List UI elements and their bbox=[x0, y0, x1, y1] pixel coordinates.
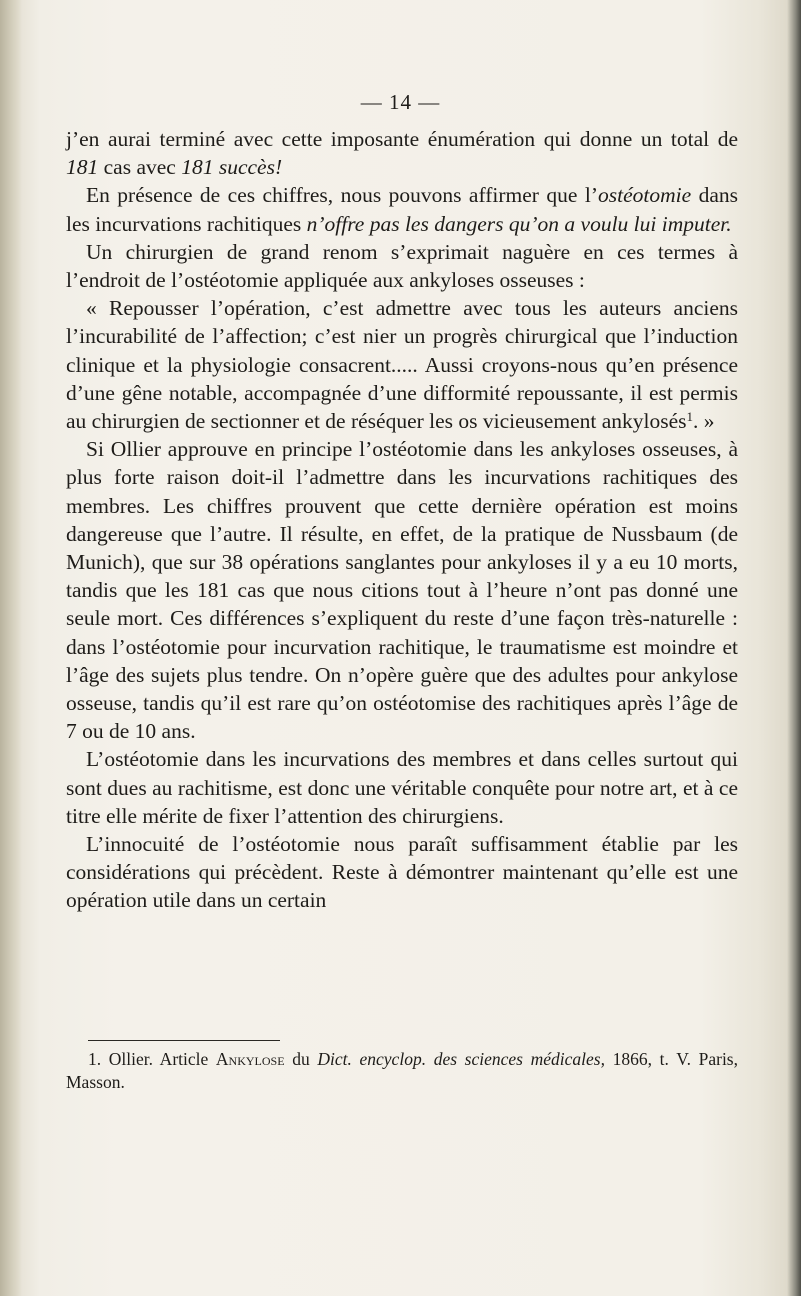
paragraph bbox=[66, 181, 738, 237]
italic-text: 181 bbox=[66, 155, 99, 180]
page-left-edge-shadow bbox=[0, 0, 22, 1296]
footnote-separator bbox=[88, 1040, 280, 1041]
italic-text: ostéotomie bbox=[597, 183, 692, 208]
text-segment: cas avec bbox=[98, 155, 182, 180]
footnote-segment: Dict. encyclop. des sciences médicales, bbox=[317, 1049, 605, 1069]
text-segment: Un chirurgien de grand renom s’exprimait naguère en ces termes à l’endroit de l’ostéotomie appliquée aux ankyloses osseuses : bbox=[66, 239, 738, 293]
text-segment: j’en aurai terminé avec cette imposante énumération qui donne un total de bbox=[66, 127, 738, 151]
text-segment: En présence de ces chiffres, nous pouvons affirmer que l’ bbox=[86, 183, 598, 208]
footnote-segment: 1866, t. V. Paris, Masson. bbox=[66, 1049, 738, 1092]
paragraph bbox=[66, 125, 738, 181]
text-segment: « Repousser l’opération, c’est admettre avec tous les auteurs anciens l’incurabilité de l’affection; c’est nier un progrès chirurgical que l’induction clinique et la physiologie consacrent..... Aussi croyons-nous qu’en présence d’une gêne notable, accompagnée d’une difformité repoussante, il est permis au chirurgien de sectionner et de réséquer les os vicieusement ankylosés bbox=[66, 296, 738, 434]
italic-text: 181 succès! bbox=[181, 155, 283, 180]
page-number: — 14 — bbox=[360, 90, 441, 114]
page-right-edge-shadow bbox=[787, 0, 801, 1296]
text-segment: L’innocuité de l’ostéotomie nous paraît suffisamment établie par les considérations qui précèdent. Reste à démontrer maintenant qu’elle est une opération utile dans un certain bbox=[66, 832, 738, 913]
footnote-segment: du bbox=[284, 1049, 318, 1069]
paragraph bbox=[66, 238, 738, 294]
text-segment: . » bbox=[693, 409, 715, 434]
footnote-reference: 1 bbox=[686, 409, 693, 425]
paragraph bbox=[66, 294, 738, 435]
footnote-segment: 1. Ollier. Article bbox=[88, 1049, 216, 1069]
footnote bbox=[66, 1048, 738, 1094]
text-segment: dans les incurvations rachitiques bbox=[66, 183, 738, 236]
paragraph bbox=[66, 830, 738, 915]
text-segment: L’ostéotomie dans les incurvations des membres et dans celles surtout qui sont dues au rachitisme, est donc une véritable conquête pour notre art, et à ce titre elle mérite de fixer l’attention des chirurgiens. bbox=[66, 747, 738, 828]
footnote-segment: Ankylose bbox=[215, 1049, 285, 1069]
paragraph bbox=[66, 435, 738, 745]
body-text bbox=[66, 125, 738, 915]
italic-text: n’offre pas les dangers qu’on a voulu lui imputer. bbox=[306, 211, 732, 236]
paragraph bbox=[66, 745, 738, 830]
text-segment: Si Ollier approuve en principe l’ostéotomie dans les ankyloses osseuses, à plus forte raison doit-il l’admettre dans les incurvations rachitiques des membres. Les chiffres prouvent que cette dernière opération est moins dangereuse que l’autre. Il résulte, en effet, de la pratique de Nussbaum (de Munich), que sur 38 opérations sanglantes pour ankyloses il y a eu 10 morts, tandis que les 181 cas que nous citions tout à l’heure n’ont pas donné une seule mort. Ces différences s’expliquent du reste d’une façon très-naturelle : dans l’ostéotomie pour incurvation rachitique, le traumatisme est moindre et l’âge des sujets plus tendre. On n’opère guère que des adultes pour ankylose osseuse, tandis qu’il est rare qu’on ostéotomise des rachitiques après l’âge de 7 ou de 10 ans. bbox=[66, 437, 738, 744]
